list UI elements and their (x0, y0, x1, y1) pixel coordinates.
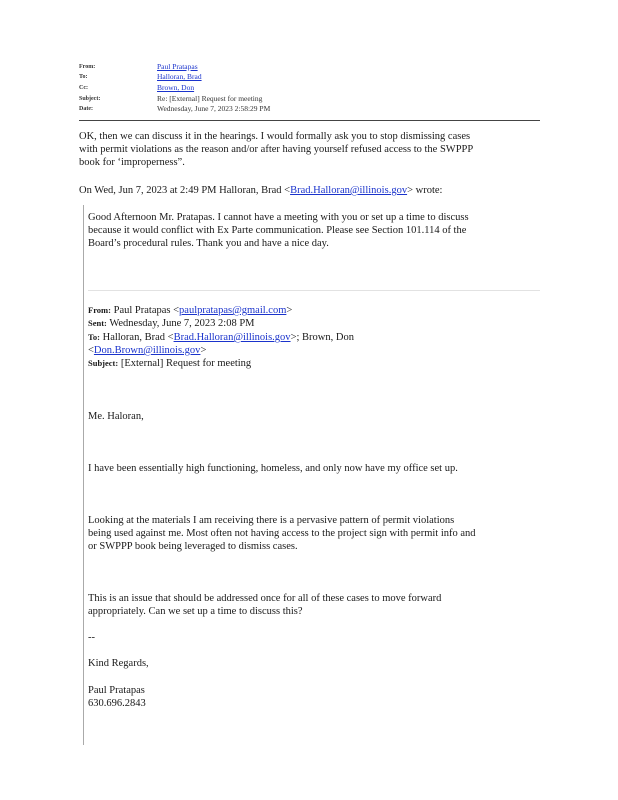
orig-subject-label: Subject: (88, 358, 119, 368)
orig-to-label: To: (88, 332, 100, 342)
signature-phone: 630.696.2843 (88, 698, 146, 709)
date-value: Wednesday, June 7, 2023 2:58:29 PM (157, 104, 271, 113)
orig-sent-label: Sent: (88, 318, 107, 328)
orig-cc-line (88, 345, 206, 356)
original-message-divider (88, 290, 540, 291)
reply-line-1: OK, then we can discuss it in the hearings. I would formally ask you to stop dismissing cases (79, 131, 471, 142)
closing: Kind Regards, (88, 658, 149, 669)
orig-cc-close: > (200, 345, 207, 356)
orig-cc-open: < (88, 345, 94, 356)
quoted-line-3: Board’s procedural rules. Thank you and have a nice day. (88, 238, 329, 249)
orig-from-name: Paul Pratapas < (113, 305, 180, 316)
cc-label: Cc: (79, 85, 88, 91)
orig-to-email-link[interactable]: Brad.Halloran@illinois.gov (173, 332, 291, 343)
to-link[interactable]: Halloran, Brad (157, 72, 202, 81)
date-label: Date: (79, 106, 93, 112)
orig-from-label: From: (88, 305, 111, 315)
quoted-line-2: because it would conflict with Ex Parte communication. Please see Section 101.114 of the (88, 225, 467, 236)
brown-email-link[interactable]: Don.Brown@illinois.gov (93, 345, 201, 356)
orig-sent-value: Wednesday, June 7, 2023 2:08 PM (109, 318, 255, 329)
on-wrote-suffix: > wrote: (407, 185, 443, 196)
orig-subject-value: [External] Request for meeting (120, 358, 252, 369)
orig-to-line (88, 332, 354, 343)
quote-bar (83, 205, 84, 745)
body-paragraph-1: I have been essentially high functioning, homeless, and only now have my office set up. (88, 463, 458, 474)
body-p2-line-3: or SWPPP book being leveraged to dismiss cases. (88, 541, 298, 552)
on-wrote-line (79, 184, 442, 197)
salutation: Me. Haloran, (88, 411, 144, 422)
body-p2-line-1: Looking at the materials I am receiving there is a pervasive pattern of permit violations (88, 515, 455, 526)
subject-label: Subject: (79, 96, 101, 102)
to-label: To: (79, 74, 88, 80)
cc-link[interactable]: Brown, Don (157, 83, 195, 92)
orig-from-end: > (286, 305, 293, 316)
orig-from-line (88, 305, 292, 316)
halloran-email-link[interactable]: Brad.Halloran@illinois.gov (290, 185, 408, 196)
orig-to-mid: >; Brown, Don (290, 332, 354, 343)
header-divider (79, 120, 540, 121)
orig-sent-line (88, 318, 255, 329)
subject-value: Re: [External] Request for meeting (157, 94, 263, 103)
signature-name: Paul Pratapas (88, 685, 145, 696)
pratapas-email-link[interactable]: paulpratapas@gmail.com (179, 305, 287, 316)
reply-line-2: with permit violations as the reason and/or after having yourself refused access to the SWPPP (79, 144, 474, 155)
from-label: From: (79, 64, 96, 70)
reply-line-3: book for ‘improperness”. (79, 157, 185, 168)
orig-subject-line (88, 358, 251, 369)
on-wrote-prefix: On Wed, Jun 7, 2023 at 2:49 PM Halloran, Brad < (79, 185, 291, 196)
quoted-line-1: Good Afternoon Mr. Pratapas. I cannot have a meeting with you or set up a time to discuss (88, 212, 469, 223)
body-p2-line-2: being used against me. Most often not having access to the project sign with permit info and (88, 528, 476, 539)
body-p3-line-1: This is an issue that should be addressed once for all of these cases to move forward (88, 593, 442, 604)
signature-dashes: -- (88, 632, 95, 643)
from-link[interactable]: Paul Pratapas (157, 62, 198, 71)
body-p3-line-2: appropriately. Can we set up a time to discuss this? (88, 606, 303, 617)
orig-to-name: Halloran, Brad < (102, 332, 174, 343)
